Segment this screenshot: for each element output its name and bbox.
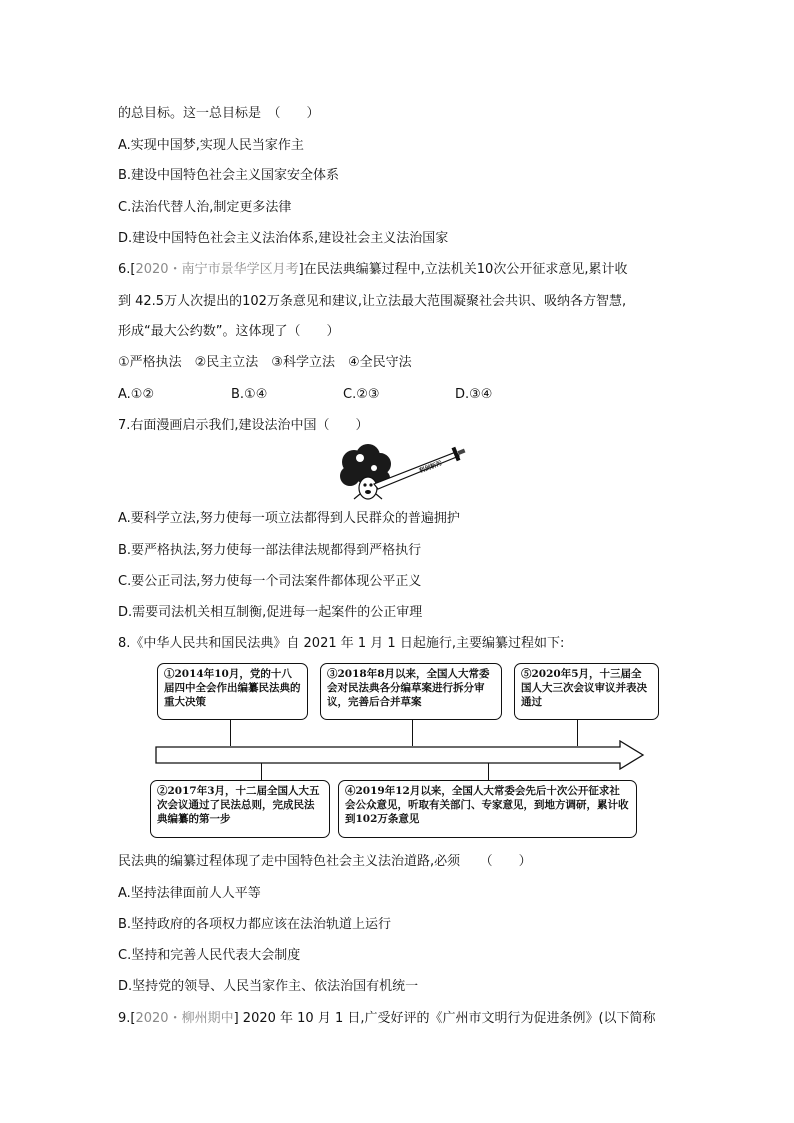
q8-option-a: A.坚持法律面前人人平等 bbox=[118, 886, 261, 901]
q6-source-open: [ bbox=[130, 262, 136, 277]
q5-stem-tail: 的总目标。这一总目标是 （ ） bbox=[118, 106, 320, 121]
q6-line1 bbox=[118, 262, 627, 278]
q6-line2: 到 42.5万人次提出的102万条意见和建议,让立法最大范围凝聚社会共识、吸纳各方智慧, bbox=[118, 294, 627, 309]
timeline-event-1: ①2014年10月，党的十八届四中全会作出编纂民法典的重大决策 bbox=[157, 663, 308, 720]
q6-statements: ①严格执法 ②民主立法 ③科学立法 ④全民守法 bbox=[118, 355, 412, 370]
q9-line1 bbox=[118, 1011, 656, 1027]
q6-line3: 形成“最大公约数”。这体现了（ ） bbox=[118, 324, 340, 339]
q9-source-open: [ bbox=[130, 1011, 136, 1026]
q6-choice-b: B.①④ bbox=[231, 387, 268, 402]
q7-option-d: D.需要司法机关相互制衡,促进每一起案件的公正审理 bbox=[118, 605, 423, 620]
q7-option-a: A.要科学立法,努力使每一项立法都得到人民群众的普遍拥护 bbox=[118, 511, 460, 526]
q9-text: 2020 年 10 月 1 日,广受好评的《广州市文明行为促进条例》(以下简称 bbox=[242, 1011, 656, 1026]
q6-choice-a: A.①② bbox=[118, 387, 155, 402]
q6-choice-c: C.②③ bbox=[343, 387, 380, 402]
q8-timeline bbox=[150, 660, 650, 840]
q8-option-c: C.坚持和完善人民代表大会制度 bbox=[118, 948, 301, 963]
q9-source: 2020・柳州期中 bbox=[135, 1011, 234, 1026]
q6-choice-d: D.③④ bbox=[455, 387, 493, 402]
connector-2 bbox=[261, 763, 262, 781]
timeline-event-4: ④2019年12月以来，全国人大常委会先后十次公开征求社会公众意见，听取有关部门、专家意见，到地方调研，累计收到102万条意见 bbox=[338, 780, 637, 838]
timeline-event-3: ③2018年8月以来，全国人大常委会对民法典各分编草案进行拆分审议，完善后合并草案 bbox=[320, 663, 502, 720]
q8-option-d: D.坚持党的领导、人民当家作主、依法治国有机统一 bbox=[118, 979, 419, 994]
q6-source-close: ] bbox=[298, 262, 304, 277]
cartoon-label: 利剑斩污 bbox=[418, 459, 444, 475]
q9-number: 9. bbox=[118, 1011, 131, 1026]
q9-source-close: ] bbox=[233, 1011, 239, 1026]
q8-stem: 8.《中华人民共和国民法典》自 2021 年 1 月 1 日起施行,主要编纂过程如下: bbox=[118, 636, 565, 651]
q5-option-c: C.法治代替人治,制定更多法律 bbox=[118, 200, 292, 215]
q8-option-b: B.坚持政府的各项权力都应该在法治轨道上运行 bbox=[118, 917, 392, 932]
q7-option-c: C.要公正司法,努力使每一个司法案件都体现公平正义 bbox=[118, 574, 422, 589]
q8-question: 民法典的编纂过程体现了走中国特色社会主义法治道路,必须 （ ） bbox=[118, 854, 532, 869]
q6-text-line1: 在民法典编纂过程中,立法机关10次公开征求意见,累计收 bbox=[303, 262, 628, 277]
q7-option-b: B.要严格执法,努力使每一部法律法规都得到严格执行 bbox=[118, 543, 422, 558]
q5-option-d: D.建设中国特色社会主义法治体系,建设社会主义法治国家 bbox=[118, 231, 449, 246]
connector-4 bbox=[488, 763, 489, 781]
q6-number: 6. bbox=[118, 262, 131, 277]
q7-stem: 7.右面漫画启示我们,建设法治中国（ ） bbox=[118, 418, 369, 433]
q6-source: 2020・南宁市景华学区月考 bbox=[135, 262, 299, 277]
timeline-event-5: ⑤2020年5月，十三届全国人大三次会议审议并表决通过 bbox=[514, 663, 659, 720]
timeline-arrow-icon bbox=[155, 740, 645, 770]
q6-choices bbox=[118, 387, 492, 403]
q5-option-a: A.实现中国梦,实现人民当家作主 bbox=[118, 138, 304, 153]
q5-option-b: B.建设中国特色社会主义国家安全体系 bbox=[118, 168, 340, 183]
cartoon-illustration bbox=[338, 444, 466, 502]
timeline-event-2: ②2017年3月，十二届全国人大五次会议通过了民法总则，完成民法典编纂的第一步 bbox=[150, 780, 330, 838]
